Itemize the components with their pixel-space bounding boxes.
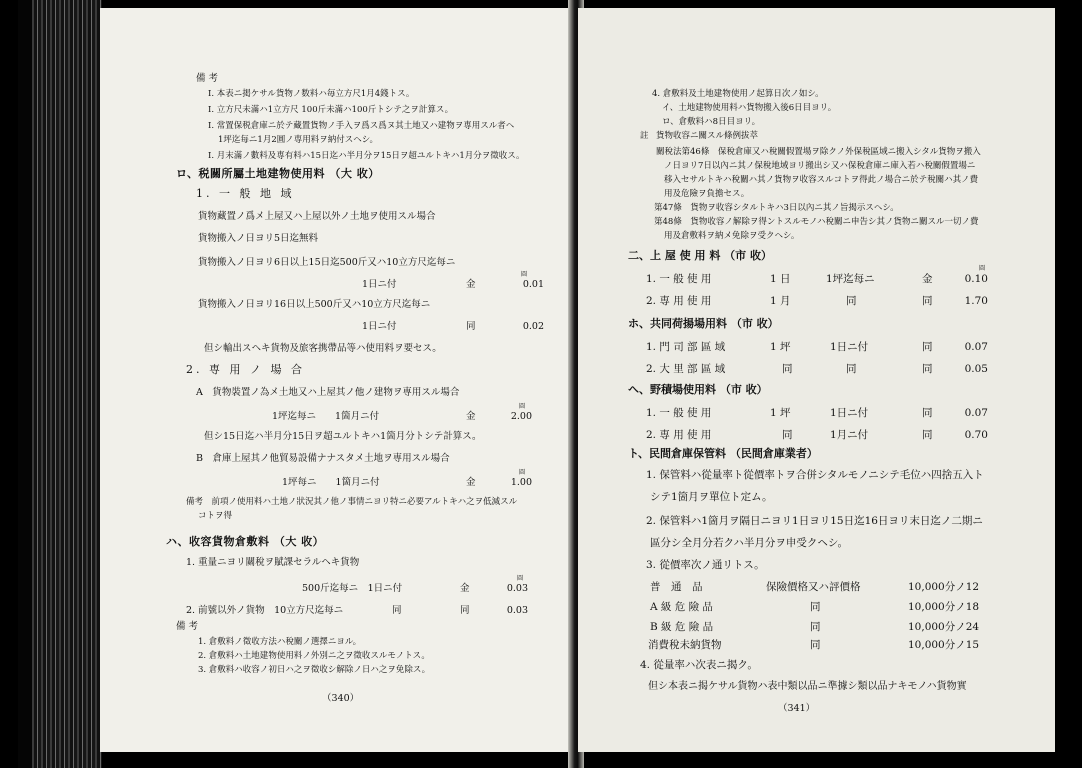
text-line: B 倉庫上屋其ノ他貿易設備ナナスタメ土地ヲ専用スル場合: [196, 453, 450, 464]
text-line: 但シ本表ニ揭ケサル貨物ハ表中類以品ニ準據シ類以品ナキモノハ貨物實: [648, 681, 967, 692]
rate-basis: 同: [810, 639, 821, 651]
right-page: [578, 8, 1055, 752]
section-heading-he: ヘ、野積場使用料 （市 收）: [628, 383, 768, 396]
text-line: A 貨物裝置ノ為メ土地又ハ上屋其ノ他ノ建物ヲ専用スル場合: [196, 387, 460, 398]
row-value: 0.03: [506, 583, 528, 594]
rate-basis: 同: [810, 621, 821, 633]
section-heading-ha: ハ、收容貨物倉敷料 （大 收）: [166, 535, 325, 548]
rate-value: 10,000分ノ12: [908, 581, 980, 593]
table-cell: 1 日: [770, 273, 791, 285]
rate-item: A 級 危 險 品: [650, 601, 713, 613]
page-number: （341）: [778, 703, 816, 714]
remark-line: 1. 倉敷料ノ徵收方法ハ稅關ノ選擇ニヨル。: [198, 637, 362, 647]
rate-item: B 級 危 險 品: [650, 621, 714, 633]
note-label: 註: [640, 131, 649, 141]
row-value: 0.03: [506, 605, 528, 616]
rate-value: 10,000分ノ24: [908, 621, 980, 633]
note-line: ノ日ヨリ7日以內ニ其ノ保稅地域ヨリ搬出シ又ハ保稅倉庫ニ庫入若ハ稅關假置場ニ: [664, 161, 976, 171]
text-line: 1. 保管料ハ從量率ト從價率トヲ合併シタルモノニシテ毛位ハ四捨五入ト: [646, 469, 984, 481]
remarks-heading: 備 考: [196, 73, 219, 84]
remark-line: 2. 倉敷料ハ土地建物使用料ノ外別ニ之ヲ徵收スルモノトス。: [198, 651, 430, 661]
bikou-line: 備考 前項ノ使用料ハ土地ノ狀況其ノ他ノ事情ニヨリ特ニ必要アルトキハ之ヲ低減スル: [186, 497, 518, 507]
bikou-line: コトヲ得: [198, 511, 233, 521]
row-value: 0.01: [522, 279, 544, 290]
book-spine: [32, 0, 102, 768]
text-line: 2. 前號以外ノ貨物 10立方尺迄每ニ: [186, 605, 344, 616]
row-unit: 同: [460, 605, 470, 616]
page-number: （340）: [322, 693, 360, 704]
currency-mark: 圓: [978, 265, 985, 272]
subsection-heading: 1. 一 般 地 域: [196, 187, 295, 200]
text-line: 貨物搬入ノ日ヨリ5日迄無料: [198, 233, 319, 244]
note-line: 但シ輸出スヘキ貨物及旅客携帶品等ハ使用料ヲ要セス。: [204, 343, 442, 354]
currency-mark: 圓: [518, 469, 525, 476]
currency-mark: 圓: [520, 271, 527, 278]
table-value: 0.05: [964, 363, 988, 375]
table-value: 1.70: [964, 295, 988, 307]
table-cell: 1坪迄每ニ: [826, 273, 875, 285]
note-line: 用及危險ヲ負擔セス。: [664, 189, 750, 199]
table-cell: 同: [922, 341, 933, 353]
remark-line: I. 常置保税倉庫ニ於テ藏置貨物ノ手入ヲ爲ス爲ヌ其土地又ハ建物ヲ専用スル者ヘ: [208, 121, 515, 131]
section-heading-to: ト、民間倉庫保管料 （民間倉庫業者）: [628, 447, 818, 460]
text-line: 貨物搬入ノ日ヨリ16日以上500斤又ハ10立方尺迄每ニ: [198, 299, 431, 310]
text-line: 區分シ全月分若クハ半月分ヲ申受クヘシ。: [650, 537, 849, 549]
table-cell: 1日ニ付: [830, 407, 869, 419]
table-cell: 2. 専 用 使 用: [646, 295, 712, 307]
note-line: 但シ15日迄ハ半月分15日ヲ超ユルトキハ1箇月分トシテ計算ス。: [204, 431, 482, 442]
table-cell: 1. 門 司 部 區 域: [646, 341, 726, 353]
table-value: 0.10: [964, 273, 988, 285]
subsection-heading: 2. 専 用 ノ 場 合: [186, 363, 305, 376]
row-value: 0.02: [522, 321, 544, 332]
book-edge: [18, 0, 32, 768]
row-value: 2.00: [510, 411, 532, 422]
text-line: 4. 倉敷料及土地建物使用ノ起算日次ノ如シ。: [652, 89, 824, 99]
note-line: 用及倉敷料ヲ納メ免除ヲ受クヘシ。: [664, 231, 800, 241]
text-line: 4. 從量率ハ次表ニ揭ク。: [640, 659, 758, 671]
remark-line: I. 立方尺未滿ハ1立方尺 100斤未滿ハ100斤トシテ之ヲ計算ス。: [208, 105, 454, 115]
row-label: 500斤迄每ニ 1日ニ付: [302, 583, 403, 594]
remark-line: I. 本表ニ掲ケサル貨物ノ数料ハ毎立方尺1月4錢トス。: [208, 89, 415, 99]
table-cell: 同: [846, 295, 857, 307]
text-line: 1. 重量ニヨリ關稅ヲ賦課セラルヘキ貨物: [186, 557, 360, 568]
table-cell: 金: [922, 273, 933, 285]
table-cell: 1 坪: [770, 407, 791, 419]
table-cell: 同: [922, 407, 933, 419]
section-heading-ni: 二、上 屋 使 用 料 （市 收）: [628, 249, 772, 262]
section-heading-ro: ロ、税關所屬土地建物使用料 （大 收）: [176, 167, 380, 180]
table-cell: 1 坪: [770, 341, 791, 353]
table-cell: 同: [922, 295, 933, 307]
row-unit: 同: [466, 321, 476, 332]
currency-mark: 圓: [518, 403, 525, 410]
row-value: 1.00: [510, 477, 532, 488]
remarks-heading: 備 考: [176, 621, 199, 632]
text-line: ロ、倉敷料ハ8日目ヨリ。: [662, 117, 761, 127]
note-line: 移入セサルトキハ稅關ハ其ノ貨物ヲ收容スルコトヲ得此ノ場合ニ於テ稅關ハ其ノ費: [664, 175, 979, 185]
rate-item: 消費稅未納貨物: [648, 639, 722, 651]
table-cell: 同: [922, 429, 933, 441]
table-cell: 1. 一 般 使 用: [646, 273, 712, 285]
text-line: 2. 保管料ハ1箇月ヲ隔日ニヨリ1日ヨリ15日迄16日ヨリ末日迄ノ二期ニ: [646, 515, 983, 527]
left-page: [100, 8, 575, 752]
table-cell: 1 月: [770, 295, 791, 307]
table-cell: 同: [922, 363, 933, 375]
note-line: 關稅法第46條 保稅倉庫又ハ稅關假置場ヲ除クノ外保稅區域ニ搬入シタル貨物ヲ搬入: [656, 147, 981, 157]
table-cell: 1日ニ付: [830, 341, 869, 353]
note-line: 第48條 貨物收容ノ解除ヲ得ントスルモノハ稅關ニ申告シ其ノ貨物ニ關スル一切ノ費: [654, 217, 979, 227]
note-line: 第47條 貨物ヲ收容シタルトキハ3日以內ニ其ノ旨揭示スヘシ。: [654, 203, 899, 213]
rate-basis: 同: [810, 601, 821, 613]
table-cell: 1月ニ付: [830, 429, 869, 441]
table-value: 0.07: [964, 407, 988, 419]
note-line: 貨物收容ニ關スル條例拔萃: [656, 131, 759, 141]
row-unit: 金: [460, 583, 470, 594]
table-cell: 同: [782, 429, 793, 441]
row-label: 1日ニ付: [362, 279, 397, 290]
rate-value: 10,000分ノ18: [908, 601, 980, 613]
table-value: 0.07: [964, 341, 988, 353]
rate-item: 普 通 品: [650, 581, 703, 593]
table-cell: 同: [846, 363, 857, 375]
row-unit: 金: [466, 279, 476, 290]
text-line: 貨物搬入ノ日ヨリ6日以上15日迄500斤又ハ10立方尺迄每ニ: [198, 257, 456, 268]
remark-line: I. 月末滿ノ數料及専有料ハ15日迄ハ半月分ヲ15日ヲ超ユルトキハ1月分ヲ徵收ス。: [208, 151, 525, 161]
table-cell: 同: [782, 363, 793, 375]
row-unit: 金: [466, 411, 476, 422]
currency-mark: 圓: [516, 575, 523, 582]
text-line: イ、土地建物使用料ハ貨物搬入後6日目ヨリ。: [662, 103, 837, 113]
text-line: 3. 從價率次ノ通リトス。: [646, 559, 765, 571]
table-cell: 1. 一 般 使 用: [646, 407, 712, 419]
row-mid: 同: [392, 605, 402, 616]
text-line: 貨物藏置ノ爲メ上屋又ハ上屋以外ノ土地ヲ使用スル場合: [198, 211, 436, 222]
table-cell: 2. 大 里 部 區 域: [646, 363, 726, 375]
text-line: シテ1箇月ヲ單位ト定ム。: [650, 491, 773, 503]
table-cell: 2. 専 用 使 用: [646, 429, 712, 441]
rate-basis: 保險價格又ハ評價格: [766, 581, 861, 593]
rate-value: 10,000分ノ15: [908, 639, 980, 651]
row-label: 1坪每ニ 1箇月ニ付: [282, 477, 380, 488]
section-heading-ho: ホ、共同荷揚場用料 （市 收）: [628, 317, 779, 330]
row-label: 1坪迄每ニ 1箇月ニ付: [272, 411, 380, 422]
table-value: 0.70: [964, 429, 988, 441]
remark-line: 1坪迄每ニ1月2圓ノ専用料ヲ納付スヘシ。: [218, 135, 379, 145]
row-unit: 金: [466, 477, 476, 488]
row-label: 1日ニ付: [362, 321, 397, 332]
remark-line: 3. 倉敷料ハ收容ノ初日ハ之ヲ徵收シ解除ノ日ハ之ヲ免除ス。: [198, 665, 431, 675]
